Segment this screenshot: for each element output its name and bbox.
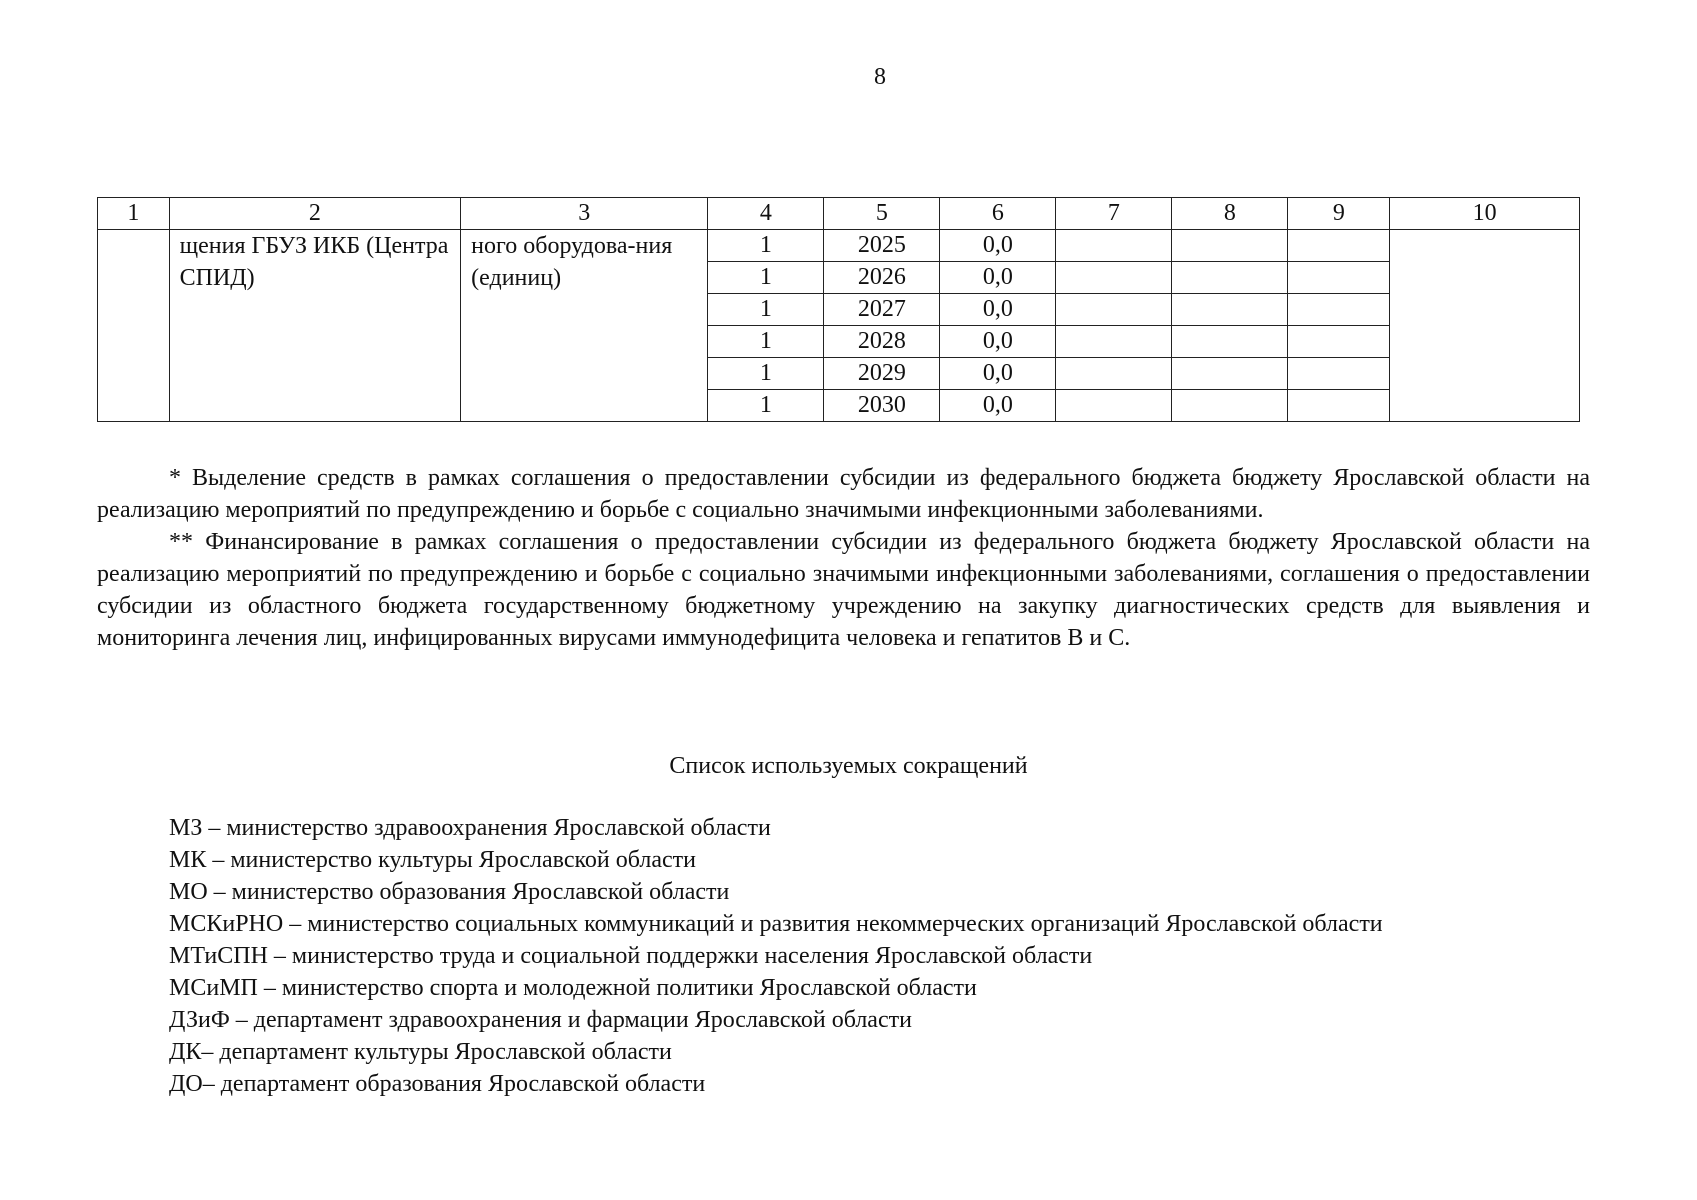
abbreviation-item: МСКиРНО – министерство социальных коммуникаций и развития некоммерческих организаций Ярославской области bbox=[169, 911, 1383, 937]
header-cell: 9 bbox=[1288, 198, 1390, 230]
table-cell: 0,0 bbox=[940, 294, 1056, 326]
table-cell bbox=[1172, 262, 1288, 294]
table-cell bbox=[1288, 390, 1390, 422]
table-cell bbox=[1172, 230, 1288, 262]
abbreviation-item: МЗ – министерство здравоохранения Ярославской области bbox=[169, 815, 771, 841]
table-cell: 0,0 bbox=[940, 390, 1056, 422]
abbreviation-item: МК – министерство культуры Ярославской области bbox=[169, 847, 696, 873]
table-cell: 0,0 bbox=[940, 326, 1056, 358]
table-cell: 1 bbox=[708, 390, 824, 422]
table-cell bbox=[1056, 326, 1172, 358]
table-cell bbox=[1172, 390, 1288, 422]
table-cell bbox=[1056, 230, 1172, 262]
table-cell bbox=[1056, 358, 1172, 390]
abbreviation-item: МСиМП – министерство спорта и молодежной политики Ярославской области bbox=[169, 975, 977, 1001]
table-cell: 2025 bbox=[824, 230, 940, 262]
header-cell: 2 bbox=[169, 198, 461, 230]
table-cell bbox=[1288, 230, 1390, 262]
table-cell: 1 bbox=[708, 262, 824, 294]
abbreviation-item: ДО– департамент образования Ярославской области bbox=[169, 1071, 706, 1097]
table-cell bbox=[1288, 326, 1390, 358]
table-cell bbox=[1172, 358, 1288, 390]
table-cell: 0,0 bbox=[940, 262, 1056, 294]
header-cell: 10 bbox=[1390, 198, 1580, 230]
table-cell bbox=[1056, 390, 1172, 422]
table-cell: 1 bbox=[708, 326, 824, 358]
table-cell bbox=[1056, 262, 1172, 294]
table-cell bbox=[1288, 294, 1390, 326]
col10-cell bbox=[1390, 230, 1580, 422]
header-cell: 5 bbox=[824, 198, 940, 230]
table-cell: 2028 bbox=[824, 326, 940, 358]
col1-cell bbox=[98, 230, 170, 422]
header-cell: 1 bbox=[98, 198, 170, 230]
abbreviations-list bbox=[97, 812, 1590, 1100]
abbreviation-item: ДЗиФ – департамент здравоохранения и фармации Ярославской области bbox=[169, 1007, 912, 1033]
col2-cell: щения ГБУЗ ИКБ (Центра СПИД) bbox=[169, 230, 461, 422]
table-cell bbox=[1172, 294, 1288, 326]
footnotes bbox=[97, 462, 1590, 654]
abbreviation-item: МТиСПН – министерство труда и социальной поддержки населения Ярославской области bbox=[169, 943, 1093, 969]
header-cell: 6 bbox=[940, 198, 1056, 230]
abbreviations-title: Список используемых сокращений bbox=[669, 753, 1028, 779]
header-cell: 4 bbox=[708, 198, 824, 230]
page-number: 8 bbox=[874, 64, 886, 90]
footnote-1: * Выделение средств в рамках соглашения о предоставлении субсидии из федерального бюджета бюджету Ярославской области на реализацию мероприятий по предупреждению и борьбе с социально значимыми инфекционными заболеваниями. bbox=[97, 465, 1590, 523]
abbreviation-item: ДК– департамент культуры Ярославской области bbox=[169, 1039, 672, 1065]
table-cell: 2027 bbox=[824, 294, 940, 326]
table-cell: 0,0 bbox=[940, 230, 1056, 262]
header-cell: 3 bbox=[461, 198, 708, 230]
table-cell bbox=[1172, 326, 1288, 358]
table-cell bbox=[1288, 358, 1390, 390]
table-row bbox=[98, 230, 1580, 262]
table-cell bbox=[1288, 262, 1390, 294]
header-cell: 8 bbox=[1172, 198, 1288, 230]
table-cell: 2026 bbox=[824, 262, 940, 294]
table-cell bbox=[1056, 294, 1172, 326]
data-table bbox=[97, 197, 1580, 422]
table-cell: 2030 bbox=[824, 390, 940, 422]
abbreviation-item: МО – министерство образования Ярославской области bbox=[169, 879, 730, 905]
table-cell: 1 bbox=[708, 230, 824, 262]
table-cell: 1 bbox=[708, 294, 824, 326]
table-cell: 2029 bbox=[824, 358, 940, 390]
col3-cell: ного оборудова-ния (единиц) bbox=[461, 230, 708, 422]
header-cell: 7 bbox=[1056, 198, 1172, 230]
table-header-row bbox=[98, 198, 1580, 230]
table-cell: 0,0 bbox=[940, 358, 1056, 390]
footnote-2: ** Финансирование в рамках соглашения о предоставлении субсидии из федерального бюджета бюджету Ярославской области на реализацию мероприятий по предупреждению и борьбе с социально значимыми инфекционными заболеваниями, соглашения о предоставлении субсидии из областного бюджета государственному бюджетному учреждению на закупку диагностических средств для выявления и мониторинга лечения лиц, инфицированных вирусами иммунодефицита человека и гепатитов В и С. bbox=[97, 529, 1590, 651]
table-cell: 1 bbox=[708, 358, 824, 390]
